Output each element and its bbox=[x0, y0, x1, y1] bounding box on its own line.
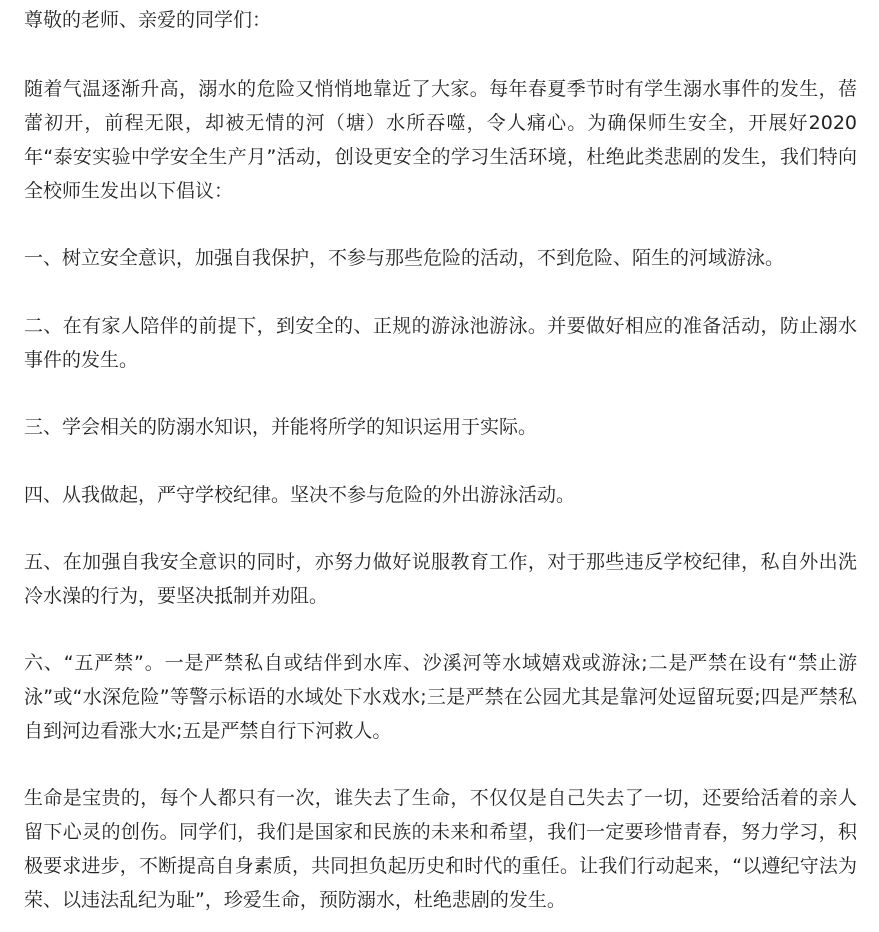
proposal-item-3: 三、学会相关的防溺水知识，并能将所学的知识运用于实际。 bbox=[24, 416, 538, 438]
intro-paragraph: 随着气温逐渐升高，溺水的危险又悄悄地靠近了大家。每年春夏季节时有学生溺水事件的发生，蓓蕾初开，前程无限，却被无情的河（塘）水所吞噬，令人痛心。为确保师生安全，开展好2020年“泰安实验中学安全生产月”活动，创设更安全的学习生活环境，杜绝此类悲剧的发生，我们特向全校师生发出以下倡议： bbox=[24, 78, 857, 202]
proposal-item-6: 六、“五严禁”。一是严禁私自或结伴到水库、沙溪河等水域嬉戏或游泳;二是严禁在设有“禁止游泳”或“水深危险”等警示标语的水域处下水戏水;三是严禁在公园尤其是靠河处逗留玩耍;四是严禁私自到河边看涨大水;五是严禁自行下河救人。 bbox=[24, 652, 857, 742]
salutation: 尊敬的老师、亲爱的同学们： bbox=[24, 9, 272, 31]
closing-paragraph: 生命是宝贵的，每个人都只有一次，谁失去了生命，不仅仅是自己失去了一切，还要给活着的亲人留下心灵的创伤。同学们，我们是国家和民族的未来和希望，我们一定要珍惜青春，努力学习，积极要求进步，不断提高自身素质，共同担负起历史和时代的重任。让我们行动起来，“以遵纪守法为荣、以违法乱纪为耻”，珍爱生命，预防溺水，杜绝悲剧的发生。 bbox=[24, 787, 857, 911]
proposal-item-2: 二、在有家人陪伴的前提下，到安全的、正规的游泳池游泳。并要做好相应的准备活动，防止溺水事件的发生。 bbox=[24, 315, 857, 371]
proposal-item-4: 四、从我做起，严守学校纪律。坚决不参与危险的外出游泳活动。 bbox=[24, 484, 576, 506]
proposal-item-1: 一、树立安全意识，加强自我保护，不参与那些危险的活动，不到危险、陌生的河域游泳。 bbox=[24, 247, 785, 269]
proposal-item-5: 五、在加强自我安全意识的同时，亦努力做好说服教育工作，对于那些违反学校纪律，私自外出洗冷水澡的行为，要坚决抵制并劝阻。 bbox=[24, 551, 857, 607]
